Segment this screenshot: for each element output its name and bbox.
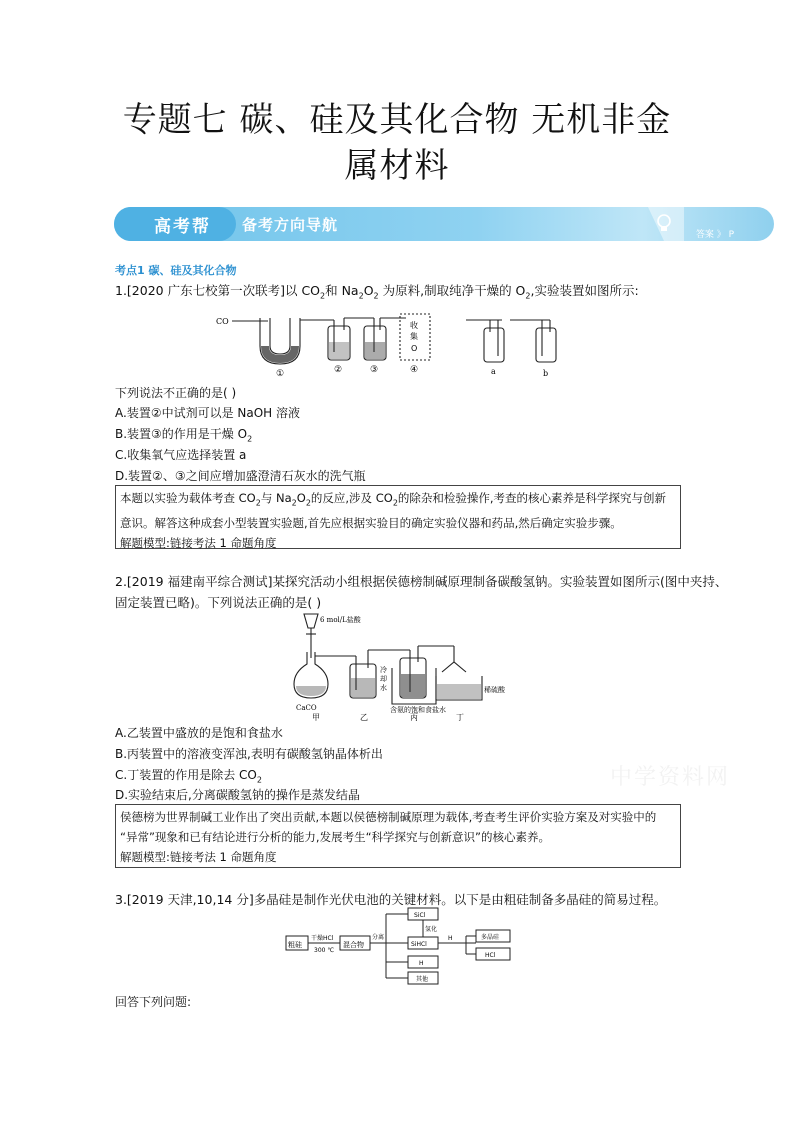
q1-label-a: a [491,367,496,376]
q2-stem-line2: 固定装置已略)。下列说法正确的是( ) [115,595,322,610]
page-title-line1: 专题七 碳、硅及其化合物 无机非金 [122,100,672,140]
q2-option-d: D.实验结束后,分离碳酸氢钠的操作是蒸发结晶 [115,788,360,802]
q3-h2: H [419,960,424,967]
q1-option-b: B.装置③的作用是干燥 $O_2$ [115,427,253,444]
q2-cold-3: 水 [380,684,387,692]
q1-collect-2: 集 [410,332,418,341]
section-banner [114,207,774,241]
q1-analysis-box [115,485,681,549]
lightbulb-icon [644,207,684,241]
q1-analysis-line1: 本题以实验为载体考查 $CO_2$与 $Na_2O_2$的反应,涉及 $CO_2$的除杂和检验操作,考查的核心素养是科学探究与创新 [120,491,667,508]
q2-analysis-box [115,804,681,868]
q1-label-4: ④ [410,365,419,375]
q2-hcl-label: 6 mol/L盐酸 [320,616,361,624]
q3-mixture: 混合物 [343,941,364,949]
q2-name-yi: 乙 [360,713,368,722]
q1-co2-label: CO [216,317,229,326]
q2-option-a: A.乙装置中盛放的是饱和食盐水 [115,726,283,740]
watermark: 中学资料网 [610,765,731,790]
q2-cold-2: 却 [380,675,387,683]
q1-analysis-line2: 意识。解答这种成套小型装置实验题,首先应根据实验目的确定实验仪器和药品,然后确定实验步骤。 [120,516,622,531]
q3-sihcl3: SiHCl [411,941,427,948]
q2-analysis-line1: 侯德榜为世界制碱工业作出了突出贡献,本题以侯德榜制碱原理为载体,考查考生评价实验方案及对实验中的 [120,810,657,824]
q2-stem-line1: 2.[2019 福建南平综合测试]某探究活动小组根据侯德榜制碱原理制备碳酸氢钠。实验装置如图所示(图中夹持、 [115,574,728,589]
q1-label-2: ② [334,365,343,375]
q1-option-a: A.装置②中试剂可以是 NaOH 溶液 [115,406,300,420]
q3-cond-temp: 300 ℃ [314,947,335,954]
banner-pill-label: 高考帮 [154,217,211,237]
q1-label-b: b [543,369,549,378]
q3-hcl-product: HCl [485,952,496,959]
q3-hydrogenate: 氢化 [425,926,438,933]
page-title [60,97,734,189]
banner-subtitle: 备考方向导航 [242,216,339,234]
q1-label-1: ① [276,369,285,378]
q3-cond-hcl: 干燥HCl [311,935,334,942]
q2-acid-label: 稀硫酸 [484,686,505,694]
section-heading: 考点1 碳、硅及其化合物 [115,264,237,277]
page-title-line2: 属材料 [344,146,450,186]
q1-apparatus-figure [214,306,574,378]
q2-name-ding: 丁 [456,713,464,722]
q1-label-3: ③ [370,365,379,375]
q3-h2-arrow: H [448,935,453,942]
q2-name-jia: 甲 [312,713,320,722]
q3-crude-si: 粗硅 [288,941,302,949]
q2-option-c: C.丁装置的作用是除去 $CO_2$ [115,768,262,785]
q1-solution-model: 解题模型:链接考法 1 命题角度 [120,536,277,551]
q3-sicl4: SiCl [414,912,426,919]
q1-collect-3: O [411,344,418,353]
q2-caco3-label: CaCO [296,704,317,712]
q3-flow-figure [280,906,520,990]
q2-name-bing: 丙 [410,713,418,722]
q2-analysis-line2: “异常”现象和已有结论进行分析的能力,发展考生“科学探究与创新意识”的核心素养。 [120,830,550,844]
q3-ask: 回答下列问题: [115,995,192,1009]
q1-option-d: D.装置②、③之间应增加盛澄清石灰水的洗气瓶 [115,469,366,483]
q1-ask: 下列说法不正确的是( ) [115,386,237,400]
q1-option-c: C.收集氧气应选择装置 a [115,448,247,462]
q3-stem: 3.[2019 天津,10,14 分]多晶硅是制作光伏电池的关键材料。以下是由粗硅制备多晶硅的简易过程。 [115,892,667,907]
q3-separate: 分离 [372,934,385,941]
q3-other: 其他 [416,976,429,983]
q1-stem: 1.[2020 广东七校第一次联考]以 $CO_2$和 $Na_2O_2$ 为原料,制取纯净干燥的 $O_2$,实验装置如图所示: [115,283,639,301]
q2-brine-label: 含氨的饱和食盐水 [390,706,446,714]
q2-cold-1: 冷 [380,666,387,674]
answer-page-ref: 答案 》 P [695,230,734,240]
q2-option-b: B.丙装置中的溶液变浑浊,表明有碳酸氢钠晶体析出 [115,747,383,761]
q1-collect-1: 收 [410,321,418,330]
q3-polysilicon: 多晶硅 [481,934,500,941]
q2-apparatus-figure [290,612,510,722]
q2-solution-model: 解题模型:链接考法 1 命题角度 [120,850,277,864]
